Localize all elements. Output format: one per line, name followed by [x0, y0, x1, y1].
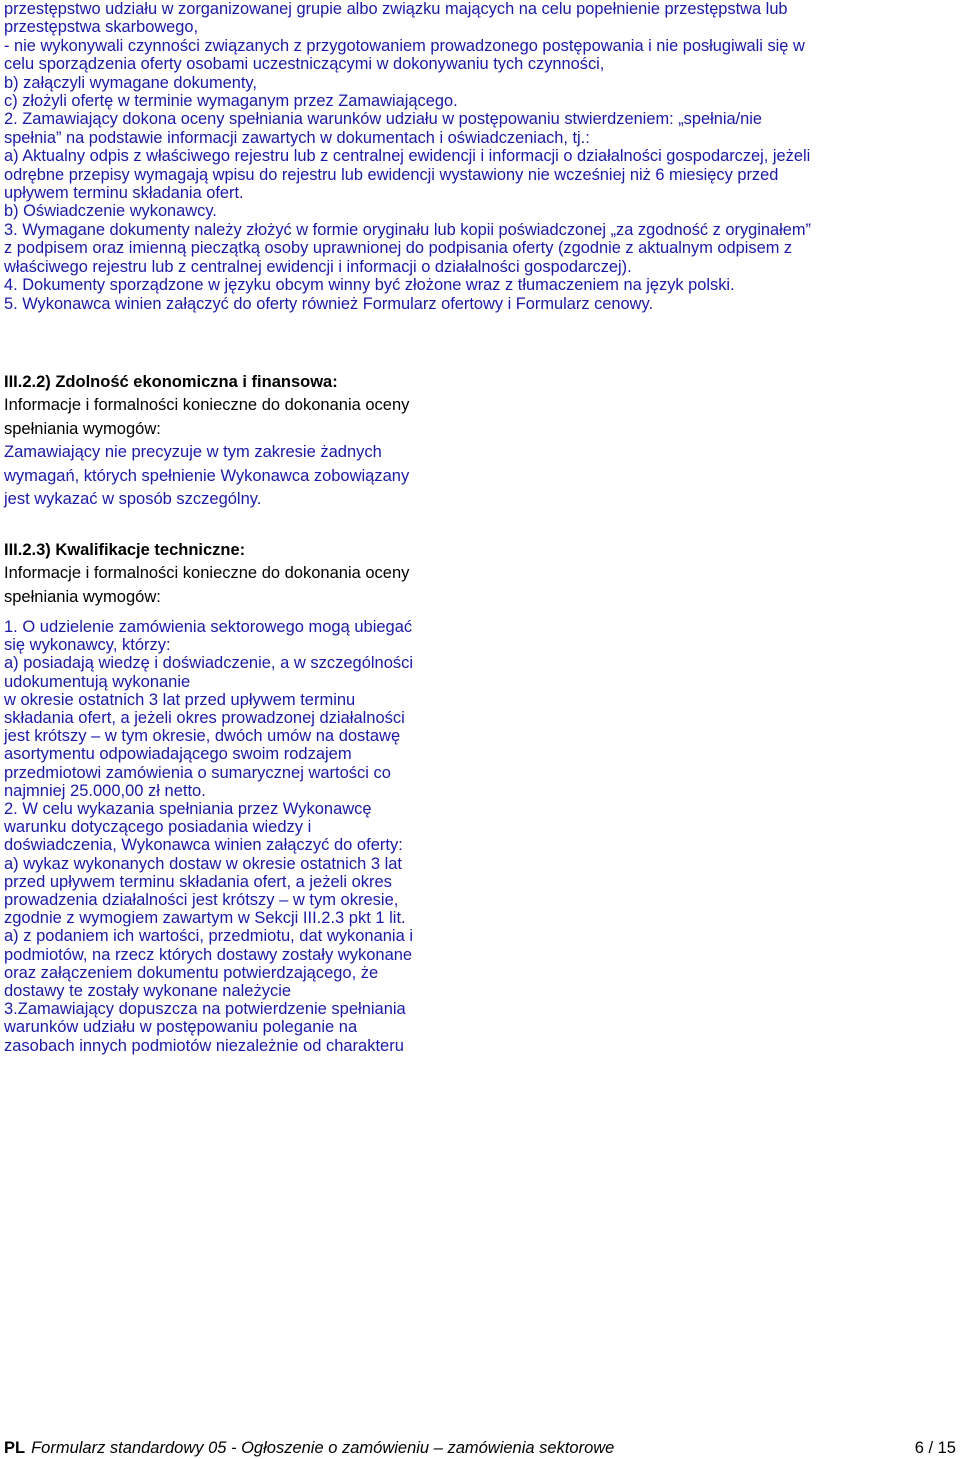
- body-line: składania ofert, a jeżeli okres prowadzonej działalności: [4, 709, 405, 728]
- body-line: jest krótszy – w tym okresie, dwóch umów na dostawę: [4, 727, 401, 746]
- body-line: zasobach innych podmiotów niezależnie od charakteru: [4, 1036, 404, 1055]
- body-line: prowadzenia działalności jest krótszy – w tym okresie,: [4, 891, 399, 910]
- info-line: Informacje i formalności konieczne do dokonania oceny: [4, 564, 410, 582]
- body-line: zgodnie z wymogiem zawartym w Sekcji III.2.3 pkt 1 lit.: [4, 909, 406, 928]
- footer-language: PL: [4, 1439, 26, 1457]
- section-technical: [4, 539, 494, 1055]
- top-conditions-text: [4, 0, 956, 313]
- text-line: celu sporządzenia oferty osobami uczestniczącymi w dokonywaniu tych czynności,: [4, 55, 605, 74]
- body-line: przed upływem terminu składania ofert, a jeżeli okres: [4, 872, 392, 891]
- text-line: upływem terminu składania ofert.: [4, 184, 244, 203]
- body-line: udokumentują wykonanie: [4, 672, 191, 691]
- body-line: 2. W celu wykazania spełniania przez Wykonawcę: [4, 800, 372, 819]
- text-line: przestępstwo udziału w zorganizowanej grupie albo związku mających na celu popełnienie przestępstwa lub: [4, 0, 788, 18]
- section-economic: [4, 371, 494, 512]
- body-line: najmniej 25.000,00 zł netto.: [4, 781, 206, 800]
- body-line: a) wykaz wykonanych dostaw w okresie ostatnich 3 lat: [4, 854, 403, 873]
- section-technical-info: [4, 562, 494, 609]
- text-line: 3. Wymagane dokumenty należy złożyć w formie oryginału lub kopii poświadczonej „za zgodność z oryginałem”: [4, 220, 812, 239]
- body-line: w okresie ostatnich 3 lat przed upływem terminu: [4, 690, 356, 709]
- text-line: a) Aktualny odpis z właściwego rejestru lub z centralnej ewidencji i informacji o działalności gospodarczej, jeżeli: [4, 147, 811, 166]
- text-line: c) złożyli ofertę w terminie wymaganym przez Zamawiającego.: [4, 92, 458, 111]
- section-economic-title: III.2.2) Zdolność ekonomiczna i finansowa:: [4, 373, 338, 391]
- footer-form-title: Formularz standardowy 05 - Ogłoszenie o zamówieniu – zamówienia sektorowe: [31, 1439, 615, 1457]
- text-line: - nie wykonywali czynności związanych z przygotowaniem prowadzonego postępowania i nie posługiwali się w: [4, 36, 805, 55]
- body-line: dostawy te zostały wykonane należycie: [4, 982, 292, 1001]
- body-line: doświadczenia, Wykonawca winien załączyć do oferty:: [4, 836, 403, 855]
- body-line: oraz załączeniem dokumentu potwierdzającego, że: [4, 963, 379, 982]
- body-line: Zamawiający nie precyzuje w tym zakresie żadnych: [4, 443, 382, 461]
- body-line: jest wykazać w sposób szczególny.: [4, 490, 262, 508]
- section-technical-body: [4, 618, 494, 1055]
- footer-page-number: 6 / 15: [914, 1439, 956, 1457]
- body-line: się wykonawcy, którzy:: [4, 636, 171, 655]
- body-line: asortymentu odpowiadającego swoim rodzajem: [4, 745, 352, 764]
- text-line: 4. Dokumenty sporządzone w języku obcym winny być złożone wraz z tłumaczeniem na język polski.: [4, 276, 735, 295]
- section-technical-title: III.2.3) Kwalifikacje techniczne:: [4, 541, 246, 559]
- body-line: a) z podaniem ich wartości, przedmiotu, dat wykonania i: [4, 927, 414, 946]
- body-line: warunku dotyczącego posiadania wiedzy i: [4, 818, 312, 837]
- text-line: 5. Wykonawca winien załączyć do oferty również Formularz ofertowy i Formularz cenowy.: [4, 294, 654, 313]
- body-line: 3.Zamawiający dopuszcza na potwierdzenie spełniania: [4, 1000, 406, 1019]
- page-footer: [4, 1437, 956, 1459]
- body-line: wymagań, których spełnienie Wykonawca zobowiązany: [4, 466, 410, 485]
- text-line: b) Oświadczenie wykonawcy.: [4, 202, 217, 221]
- text-line: b) załączyli wymagane dokumenty,: [4, 73, 257, 92]
- text-line: właściwego rejestru lub z centralnej ewidencji i informacji o działalności gospodarczej).: [4, 257, 632, 276]
- body-line: 1. O udzielenie zamówienia sektorowego mogą ubiegać: [4, 618, 413, 636]
- info-line: spełniania wymogów:: [4, 587, 161, 606]
- text-line: przestępstwa skarbowego,: [4, 18, 199, 37]
- section-economic-info: [4, 394, 494, 441]
- info-line: Informacje i formalności konieczne do dokonania oceny: [4, 396, 410, 414]
- body-line: przedmiotowi zamówienia o sumarycznej wartości co: [4, 763, 391, 782]
- body-line: podmiotów, na rzecz których dostawy zostały wykonane: [4, 945, 413, 964]
- text-line: odrębne przepisy wymagają wpisu do rejestru lub ewidencji wystawiony nie wcześniej niż 6 miesięcy przed: [4, 165, 779, 184]
- text-line: z podpisem oraz imienną pieczątką osoby uprawnionej do podpisania oferty (zgodnie z aktualnym odpisem z: [4, 239, 793, 258]
- section-economic-body: [4, 441, 494, 512]
- info-line: spełniania wymogów:: [4, 419, 161, 438]
- text-line: 2. Zamawiający dokona oceny spełniania warunków udziału w postępowaniu stwierdzeniem: „spełnia/nie: [4, 110, 763, 129]
- text-line: spełnia” na podstawie informacji zawartych w dokumentach i oświadczeniach, tj.:: [4, 128, 590, 147]
- body-line: a) posiadają wiedzę i doświadczenie, a w szczególności: [4, 654, 414, 673]
- body-line: warunków udziału w postępowaniu poleganie na: [4, 1018, 358, 1037]
